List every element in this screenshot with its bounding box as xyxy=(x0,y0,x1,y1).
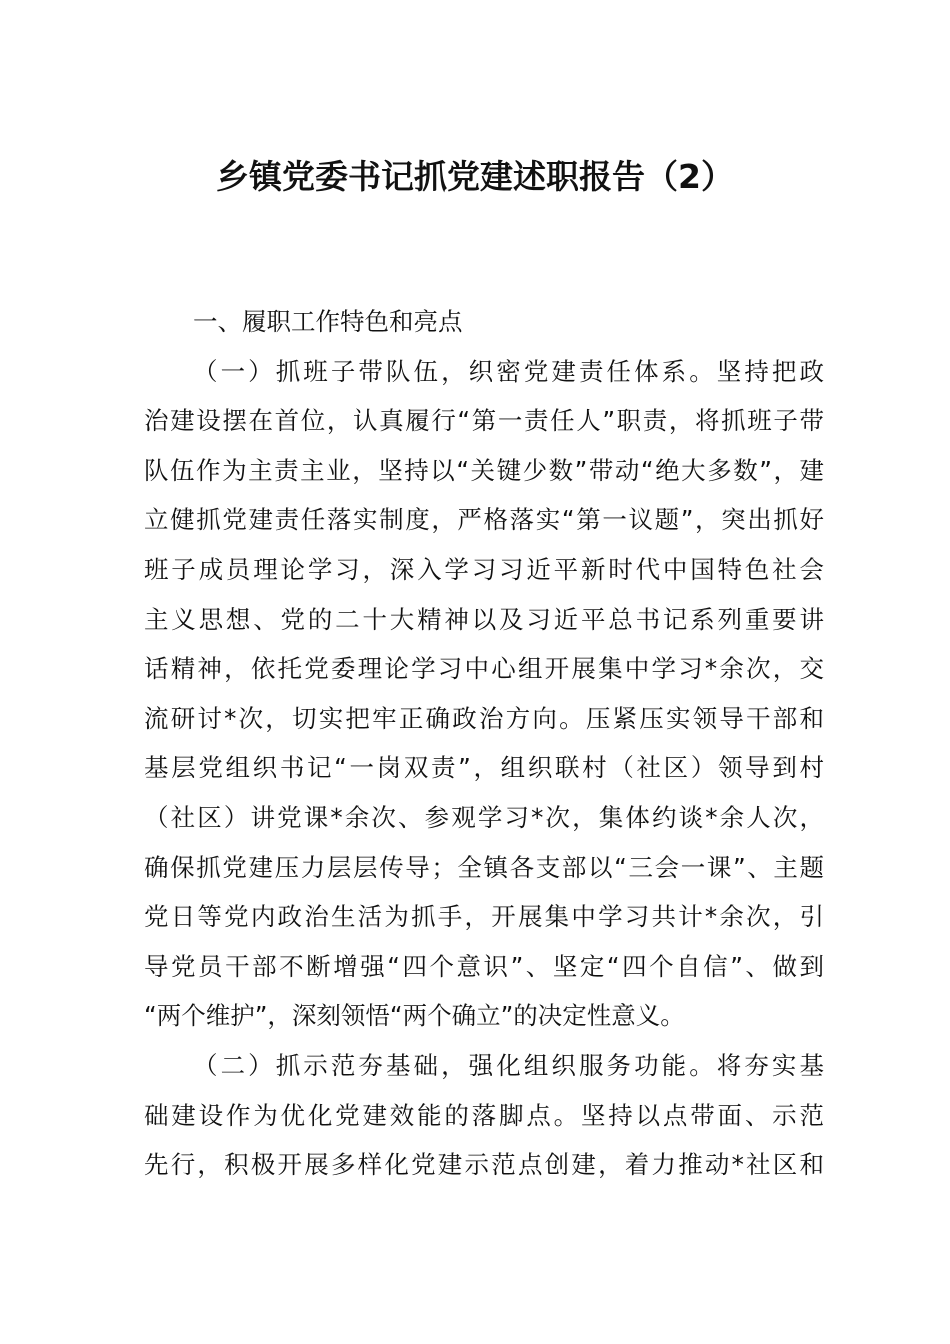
paragraph-line: 话精神，依托党委理论学习中心组开展集中学习*余次，交 xyxy=(144,654,824,684)
section-heading: 一、履职工作特色和亮点 xyxy=(193,307,463,336)
paragraph-line: 流研讨*次，切实把牢正确政治方向。压紧压实领导干部和 xyxy=(144,703,824,733)
paragraph-line: “两个维护”，深刻领悟“两个确立”的决定性意义。 xyxy=(144,1001,685,1031)
paragraph-line: 班子成员理论学习，深入学习习近平新时代中国特色社会 xyxy=(144,554,824,584)
paragraph-line: 治建设摆在首位，认真履行“第一责任人”职责，将抓班子带 xyxy=(144,406,824,436)
paragraph-line: 础建设作为优化党建效能的落脚点。坚持以点带面、示范 xyxy=(144,1100,824,1130)
document-title: 乡镇党委书记抓党建述职报告（2） xyxy=(216,157,734,196)
paragraph-line: 先行，积极开展多样化党建示范点创建，着力推动*社区和 xyxy=(144,1150,824,1180)
paragraph-line: （二）抓示范夯基础，强化组织服务功能。将夯实基 xyxy=(193,1050,824,1080)
paragraph-line: （社区）讲党课*余次、参观学习*次，集体约谈*余人次， xyxy=(144,802,824,832)
paragraph-line: 基层党组织书记“一岗双责”，组织联村（社区）领导到村 xyxy=(144,753,824,783)
paragraph-line: 主义思想、党的二十大精神以及习近平总书记系列重要讲 xyxy=(144,604,824,634)
paragraph-line: 确保抓党建压力层层传导；全镇各支部以“三会一课”、主题 xyxy=(144,852,824,882)
paragraph-line: （一）抓班子带队伍，织密党建责任体系。坚持把政 xyxy=(193,356,824,386)
paragraph-line: 立健抓党建责任落实制度，严格落实“第一议题”，突出抓好 xyxy=(144,505,824,535)
paragraph-line: 队伍作为主责主业，坚持以“关键少数”带动“绝大多数”，建 xyxy=(144,455,824,485)
document-body xyxy=(144,297,824,1190)
paragraph-line: 导党员干部不断增强“四个意识”、坚定“四个自信”、做到 xyxy=(144,951,824,981)
paragraph-line: 党日等党内政治生活为抓手，开展集中学习共计*余次，引 xyxy=(144,902,824,932)
